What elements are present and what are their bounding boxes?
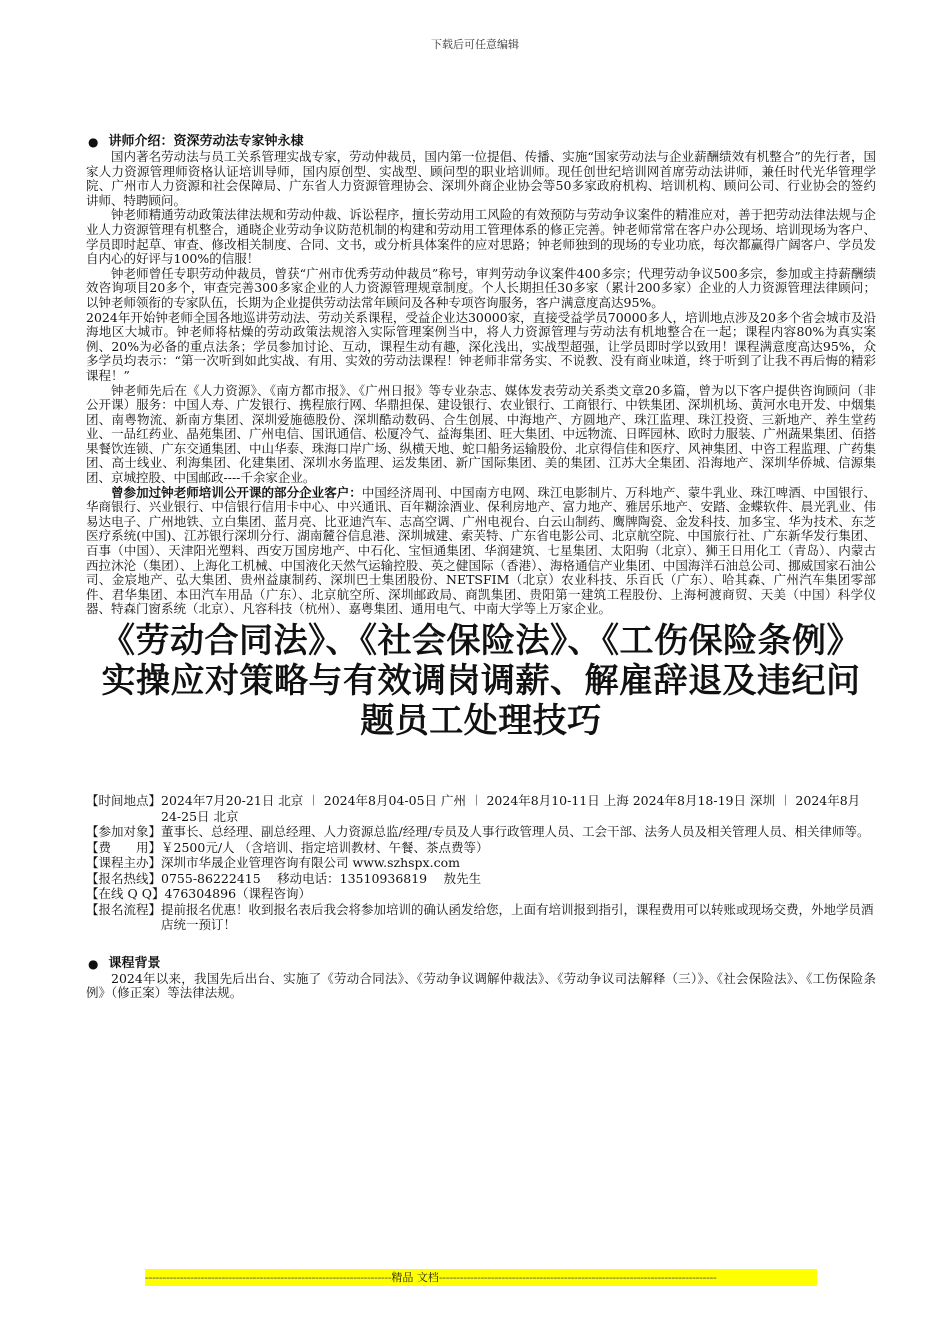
info-row-process	[86, 902, 876, 933]
clients-text: 中国经济周刊、中国南方电网、珠江电影制片、万科地产、蒙牛乳业、珠江啤酒、中国银行、华商银行、兴业银行、中信银行信用卡中心、中兴通讯、百年糊涂酒业、保利房地产、富力地产、雅居乐地产、安踏、金蝶软件、晨光乳业、伟易达电子、广州地铁、立白集团、蓝月亮、比亚迪汽车、志高空调、广州电视台、白云山制药、鹰牌陶瓷、金发科技、加多宝、华为技术、东芝医疗系统(中国)、江苏银行深圳分行、湖南麓谷信息港、深圳城建、索芙特、广东省电影公司、北京航空院、中国旅行社、广东新华发行集团、百事（中国）、天津阳光塑料、西安万国房地产、中石化、宝恒通集团、华润建筑、七星集团、太阳驹（北京）、狮王日用化工（青岛）、内蒙古西拉沐沦（集团）、上海化工机械、中国液化天然气运输控股、英之健国际（香港）、海格通信产业集团、中国海洋石油总公司、挪威国家石油公司、金宸地产、弘大集团、贵州益康制药、深圳巴士集团股份、NETSFIM（北京）农业科技、乐百氏（广东）、哈其森、广州汽车集团零部件、君华集团、本田汽车用品（广东）、北京航空所、深圳邮政局、商凯集团、贵阳第一建筑工程股份、上海柯渡商贸、天美（中国）科学仪器、特森门窗系统（北京）、凡容科技（杭州）、嘉粤集团、通用电气、中南大学等上万家企业。	[86, 484, 876, 617]
footer-label: 精品 文档	[391, 1271, 439, 1284]
bullet-icon: ●	[88, 956, 99, 971]
info-value: 提前报名优惠！收到报名表后我会将参加培训的确认函发给您，上面有培训报到指引，课程费用可以转账或现场交费，外地学员酒店统一预订！	[161, 901, 874, 932]
header-note: 下载后可任意编辑	[431, 38, 519, 51]
instructor-paragraph: 2024年开始钟老师全国各地巡讲劳动法、劳动关系课程，受益企业达30000家，直接受益学员70000多人，培训地点涉及20多个省会城市及沿海地区大城市。钟老师将枯燥的劳动政策法规溶入实际管理案例当中，将人力资源管理与劳动法有机地整合在一起；课程内容80%为真实案例、20%为必备的重点法条；学员参加讨论、互动，课程生动有趣，深化浅出，实战型超强，让学员即时学以致用！课程满意度高达95%，众多学员均表示：“第一次听到如此实战、有用、实效的劳动法课程！钟老师非常务实、不说教、没有商业味道，终于听到了让我不再后悔的精彩课程！”	[86, 309, 876, 383]
clients-paragraph	[86, 486, 876, 617]
info-row-time-location	[86, 793, 876, 824]
instructor-heading-text: 讲师介绍：资深劳动法专家钟永棣	[108, 134, 304, 149]
bullet-icon: ●	[88, 135, 99, 149]
info-row-qq	[86, 886, 876, 902]
footer-dashes-left: -----------------------------------------------------------------------	[145, 1271, 392, 1284]
info-label: 【在线 Q Q】	[86, 886, 165, 901]
course-info	[86, 793, 876, 933]
instructor-paragraph: 钟老师精通劳动政策法律法规和劳动仲裁、诉讼程序，擅长劳动用工风险的有效预防与劳动争议案件的精准应对，善于把劳动法律法规与企业人力资源管理有机整合，通晓企业劳动争议防范机制的构建和劳动用工管理体系的修正完善。钟老师常常在客户办公现场、培训现场为客户、学员即时起草、审查、修改相关制度、合同、文书，或分析具体案件的应对思路；钟老师独到的现场的专业功底，每次都赢得广阔客户、学员发自内心的好评与100%的信服！	[86, 207, 876, 267]
info-value: 0755-86222415 移动电话：13510936819 敖先生	[161, 870, 482, 886]
info-row-organizer	[86, 855, 876, 871]
instructor-paragraph: 钟老师曾任专职劳动仲裁员，曾获“广州市优秀劳动仲裁员”称号，审判劳动争议案件400多宗；代理劳动争议500多宗，参加或主持薪酬绩效咨询项目20多个，审查完善300多家企业的人力资源管理规章制度。个人长期担任30多家（累计200多家）企业的人力资源管理法律顾问；以钟老师领衔的专家队伍，长期为企业提供劳动法常年顾问及各种专项咨询服务，客户满意度高达95%。	[86, 265, 876, 310]
info-row-fee	[86, 840, 876, 856]
info-row-hotline	[86, 871, 876, 887]
info-label: 【报名流程】	[86, 901, 162, 917]
info-value: 476304896（课程咨询）	[164, 886, 312, 901]
info-label: 【课程主办】	[86, 855, 162, 870]
info-label: 【参加对象】	[86, 824, 162, 839]
background-heading	[88, 956, 876, 972]
info-label: 【报名热线】	[86, 870, 162, 886]
info-value: 2024年7月20-21日 北京 ︱ 2024年8月04-05日 广州 ︱ 2024年8月10-11日 上海 2024年8月18-19日 深圳 ︱ 2024年8月24-25日 北京	[161, 793, 861, 824]
footer-watermark-bar	[145, 1269, 817, 1286]
info-value: 董事长、总经理、副总经理、人力资源总监/经理/专员及人事行政管理人员、工会干部、法务人员及相关管理人员、相关律师等。	[161, 824, 870, 839]
instructor-paragraph: 钟老师先后在《人力资源》、《南方都市报》、《广州日报》等专业杂志、媒体发表劳动关系类文章20多篇，曾为以下客户提供咨询顾问（非公开课）服务：中国人寿、广发银行、携程旅行网、华鼎担保、建设银行、农业银行、工商银行、中铁集团、深圳机场、黄河水电开发、中烟集团、南粤物流、新南方集团、深圳爱施德股份、深圳酷动数码、合生创展、中海地产、方圆地产、珠江监理、珠江投资、三新地产、养生堂药业、一品红药业、晶苑集团、广州电信、国讯通信、松厦冷气、益海集团、旺大集团、中远物流、日晖园林、欧时力服装、广州蔬果集团、佰搭果餐饮连锁、广东交通集团、中山华泰、珠海口岸广场、纵横天地、蛇口船务运输股份、北京得信佳和医疗、风神集团、中咨工程监理、广药集团、高士线业、利海集团、化建集团、深圳水务监理、运发集团、新广国际集团、美的集团、江苏大全集团、沿海地产、深圳华侨城、信源集团、京城控股、中国邮政----千余家企业。	[86, 382, 876, 486]
course-title: 《劳动合同法》、《社会保险法》、《工伤保险条例》实操应对策略与有效调岗调薪、解雇辞退及违纪问题员工处理技巧	[101, 621, 861, 741]
instructor-paragraph: 国内著名劳动法与员工关系管理实战专家，劳动仲裁员，国内第一位提倡、传播、实施“国家劳动法与企业薪酬绩效有机整合”的先行者，国家人力资源管理师资格认证培训导师，国内原创型、实战型、顾问型的职业培训师。现任创世纪培训网首席劳动法讲师，兼任时代光华管理学院、广州市人力资源和社会保障局、广东省人力资源管理协会、深圳外商企业协会等50多家政府机构、培训机构、顾问公司、行业协会的签约讲师、特聘顾问。	[86, 149, 876, 208]
footer-dashes-right: --------------------------------------------------------------------------------	[438, 1271, 717, 1284]
info-value: 深圳市华晟企业管理咨询有限公司 www.szhspx.com	[161, 855, 460, 870]
clients-lead: 曾参加过钟老师培训公开课的部分企业客户：	[111, 484, 362, 500]
info-value: ￥2500元/人 （含培训、指定培训教材、午餐、茶点费等）	[161, 839, 489, 855]
background-heading-text: 课程背景	[108, 955, 161, 971]
instructor-heading	[88, 134, 876, 150]
document-body	[86, 134, 876, 1001]
info-label: 【时间地点】	[86, 793, 162, 808]
info-row-audience	[86, 824, 876, 840]
background-paragraph: 2024年以来，我国先后出台、实施了《劳动合同法》、《劳动争议调解仲裁法》、《劳动争议司法解释（三）》、《社会保险法》、《工伤保险条例》（修正案）等法律法规。	[86, 970, 876, 1001]
info-label: 【费 用】	[86, 839, 162, 855]
